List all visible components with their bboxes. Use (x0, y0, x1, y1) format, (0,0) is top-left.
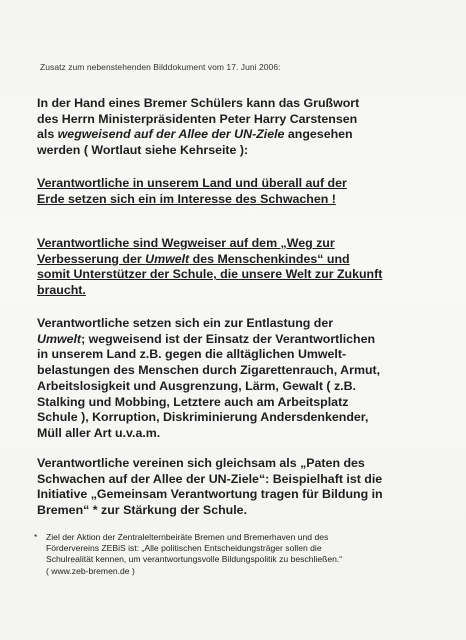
text-line: belastungen des Menschen durch Zigarettenrauch, Armut, (37, 363, 381, 378)
paragraph-guides (37, 236, 432, 299)
footnote-line: ( www.zeb-bremen.de ) (46, 565, 135, 576)
footnote-text (46, 532, 434, 577)
text-line: des Herrn Ministerpräsidenten Peter Harry Carstensen (37, 111, 358, 126)
text-line: Bremen“ * zur Stärkung der Schule. (37, 503, 248, 518)
text-line: Müll aller Art u.v.a.m. (37, 425, 161, 440)
text-line: Schwachen auf der Allee der UN-Ziele“: Beispielhaft ist die (37, 471, 383, 486)
text-line (37, 127, 432, 143)
text-line: Initiative „Gemeinsam Verantwortung tragen für Bildung in (37, 487, 383, 502)
paragraph-environment (37, 316, 432, 442)
text-line (37, 252, 432, 268)
text-line: werden ( Wortlaut siehe Kehrseite ): (37, 143, 249, 158)
text-span: ; wegweisend ist der Einsatz der Verantwortlichen (81, 331, 376, 346)
italic-span: wegweisend auf der Allee der UN-Ziele (57, 127, 285, 142)
footnote-line: Schulrealität kennen, um verantwortungsvolle Bildungspolitik zu beschließen.“ (46, 554, 343, 565)
footnote-marker: * (34, 532, 38, 542)
text-span: Verbesserung der (37, 251, 146, 266)
text-span: angesehen (284, 127, 353, 142)
text-line: Arbeitslosigkeit und Ausgrenzung, Lärm, Gewalt ( z.B. (37, 378, 356, 393)
text-line: braucht. (37, 283, 86, 298)
text-line: somit Unterstützer der Schule, die unsere Welt zur Zukunft (37, 267, 383, 282)
text-line: Erde setzen sich ein im Interesse des Schwachen ! (37, 191, 336, 206)
footnote-line: Ziel der Aktion der Zentralelternbeiräte Bremen und Bremerhaven und des (46, 532, 329, 542)
text-line: in unserem Land z.B. gegen die alltäglichen Umwelt- (37, 347, 347, 362)
text-line: Schule ), Korruption, Diskriminierung Andersdenkender, (37, 410, 369, 425)
text-span: des Menschenkindes“ und (189, 251, 350, 266)
text-line: Verantwortliche in unserem Land und überall auf der (37, 176, 347, 190)
paragraph-responsibility (37, 176, 432, 207)
text-span: als (37, 127, 58, 142)
footnote (34, 532, 434, 577)
header-note: Zusatz zum nebenstehenden Bilddokument vom 17. Juni 2006: (40, 62, 281, 72)
text-line (37, 332, 432, 348)
paragraph-greeting (37, 96, 432, 159)
italic-span: Umwelt (37, 331, 82, 346)
text-line: Verantwortliche vereinen sich gleichsam als „Paten des (37, 456, 365, 470)
text-line: Stalking und Mobbing, Letztere auch am Arbeitsplatz (37, 394, 349, 409)
text-line: Verantwortliche setzen sich ein zur Entlastung der (37, 316, 334, 330)
italic-span: Umwelt (145, 251, 190, 266)
text-line: Verantwortliche sind Wegweiser auf dem „Weg zur (37, 236, 335, 250)
paragraph-sponsors (37, 456, 432, 519)
footnote-line: Fördervereins ZEBiS ist: „Alle politischen Entscheidungsträger sollen die (46, 543, 322, 554)
text-line: In der Hand eines Bremer Schülers kann das Grußwort (37, 96, 360, 110)
